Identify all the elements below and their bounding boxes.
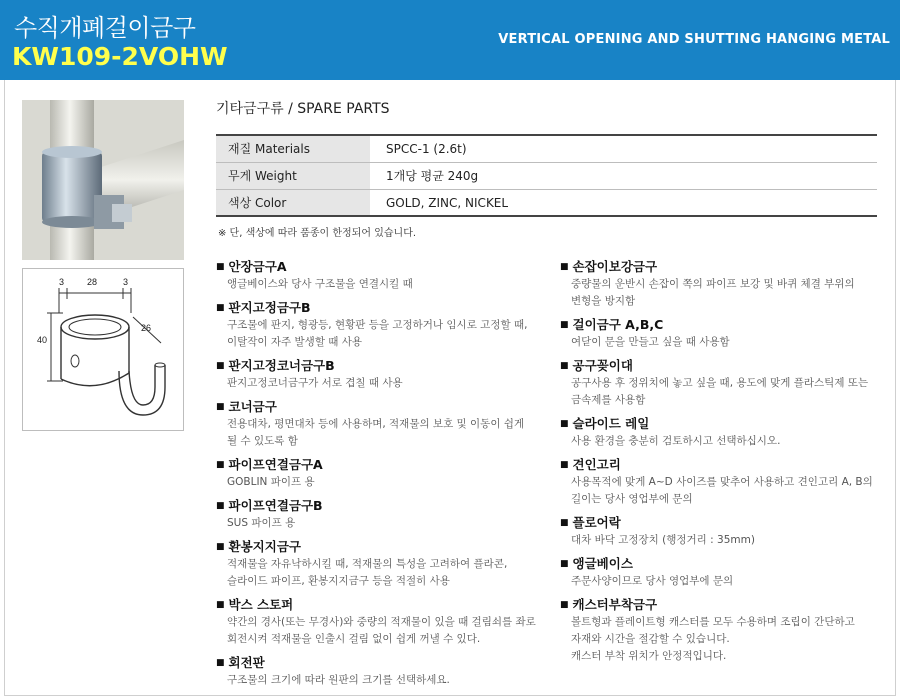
part-title-text: 플로어락 — [572, 515, 621, 530]
part-title — [560, 258, 890, 276]
bullet-square-icon: ■ — [216, 303, 225, 313]
part-item — [216, 258, 546, 293]
part-description: 전용대차, 평면대차 등에 사용하며, 적재물의 보호 및 이동이 쉽게 될 수 있도록 함 — [227, 418, 525, 447]
bullet-square-icon: ■ — [560, 262, 569, 272]
part-item — [216, 456, 546, 491]
bullet-square-icon: ■ — [560, 419, 569, 429]
part-title — [216, 357, 546, 375]
part-item — [216, 596, 546, 648]
spec-table — [216, 134, 877, 217]
header-band — [0, 0, 900, 80]
bullet-square-icon: ■ — [216, 600, 225, 610]
part-title — [216, 299, 546, 317]
part-title-text: 걸이금구 A,B,C — [572, 317, 664, 332]
part-title-text: 박스 스토퍼 — [228, 597, 294, 612]
part-item — [216, 654, 546, 689]
part-title — [560, 456, 890, 474]
bullet-square-icon: ■ — [560, 518, 569, 528]
part-description: 중량물의 운반시 손잡이 쪽의 파이프 보강 및 바퀴 체결 부위의 변형을 방지함 — [571, 278, 855, 307]
section-title: 기타금구류 / SPARE PARTS — [216, 101, 390, 117]
part-description: 적재물을 자유낙하시킬 때, 적재물의 특성을 고려하여 플라콘, 슬라이드 파이프, 환봉지지금구 등을 적절히 사용 — [227, 558, 508, 587]
part-title-text: 캐스터부착금구 — [572, 597, 658, 612]
part-item — [560, 316, 890, 351]
spec-row-weight — [216, 163, 877, 190]
part-item — [216, 497, 546, 532]
part-description: 대차 바닥 고정장치 (행정거리 : 35mm) — [571, 534, 755, 546]
spec-value: GOLD, ZINC, NICKEL — [386, 196, 509, 210]
part-item — [560, 514, 890, 549]
part-title — [560, 357, 890, 375]
product-photo-illustration — [22, 100, 184, 260]
spec-label: 재질 Materials — [216, 136, 370, 162]
dim-label-left-wall: 3 — [59, 277, 65, 287]
part-title — [216, 497, 546, 515]
spec-value: SPCC-1 (2.6t) — [386, 142, 467, 156]
part-description: 공구사용 후 정위치에 놓고 싶을 때, 용도에 맞게 플라스틱제 또는 금속제를 사용함 — [571, 377, 869, 406]
part-title-text: 공구꽂이대 — [572, 358, 633, 373]
dim-label-depth: 26 — [141, 323, 152, 333]
part-title-text: 코너금구 — [228, 399, 277, 414]
dim-label-right-wall: 3 — [123, 277, 129, 287]
part-title — [560, 316, 890, 334]
part-item — [560, 357, 890, 409]
part-title-text: 견인고리 — [572, 457, 621, 472]
product-photo — [22, 100, 184, 260]
part-title-text: 환봉지지금구 — [228, 539, 301, 554]
part-item — [216, 538, 546, 590]
part-item — [560, 456, 890, 508]
bullet-square-icon: ■ — [560, 320, 569, 330]
part-title-text: 손잡이보강금구 — [572, 259, 658, 274]
part-item — [216, 357, 546, 392]
parts-list-left — [216, 258, 546, 695]
part-item — [560, 258, 890, 310]
spec-label: 무게 Weight — [216, 163, 370, 189]
spec-row-color — [216, 190, 877, 217]
part-title-text: 회전판 — [228, 655, 265, 670]
spec-row-materials — [216, 136, 877, 163]
bullet-square-icon: ■ — [216, 542, 225, 552]
bullet-square-icon: ■ — [560, 361, 569, 371]
part-title — [216, 654, 546, 672]
part-title — [216, 596, 546, 614]
bullet-square-icon: ■ — [560, 600, 569, 610]
part-title-text: 안장금구A — [228, 259, 287, 274]
bullet-square-icon: ■ — [216, 460, 225, 470]
part-title — [216, 538, 546, 556]
part-description: 사용 환경을 충분히 검토하시고 선택하십시오. — [571, 435, 781, 447]
bullet-square-icon: ■ — [216, 402, 225, 412]
part-title — [560, 555, 890, 573]
part-title — [560, 596, 890, 614]
part-description: 볼트형과 플레이트형 캐스터를 모두 수용하며 조립이 간단하고 자재와 시간을 절감할 수 있습니다. 캐스터 부착 위치가 안정적입니다. — [571, 616, 855, 662]
part-description: 구조물에 판지, 형광등, 현황판 등을 고정하거나 임시로 고정할 때, 이탈작이 자주 발생할 때 사용 — [227, 319, 528, 348]
part-description: 사용목적에 맞게 A~D 사이즈를 맞추어 사용하고 견인고리 A, B의 길이는 당사 영업부에 문의 — [571, 476, 873, 505]
part-item — [560, 596, 890, 665]
part-item — [560, 415, 890, 450]
spec-note: ※ 단, 색상에 따라 품종이 한정되어 있습니다. — [218, 228, 417, 239]
part-description: 주문사양이므로 당사 영업부에 문의 — [571, 575, 734, 587]
part-title-text: 슬라이드 레일 — [572, 416, 650, 431]
part-description: 여닫이 문을 만들고 싶을 때 사용함 — [571, 336, 730, 348]
part-title-text: 앵글베이스 — [572, 556, 633, 571]
part-title — [560, 415, 890, 433]
part-title — [560, 514, 890, 532]
parts-list-right — [560, 258, 890, 671]
dimension-drawing-illustration — [23, 269, 183, 430]
part-description: 판지고정코너금구가 서로 겹칠 때 사용 — [227, 377, 403, 389]
part-title-text: 파이프연결금구B — [228, 498, 323, 513]
dim-label-inner-diameter: 28 — [87, 277, 98, 287]
part-title-text: 판지고정코너금구B — [228, 358, 335, 373]
spec-label: 색상 Color — [216, 190, 370, 215]
part-title — [216, 398, 546, 416]
product-title-english: VERTICAL OPENING AND SHUTTING HANGING METAL — [498, 32, 890, 47]
part-description: 앵글베이스와 당사 구조물을 연결시킬 때 — [227, 278, 413, 290]
bullet-square-icon: ■ — [216, 361, 225, 371]
bullet-square-icon: ■ — [560, 460, 569, 470]
part-description: SUS 파이프 용 — [227, 517, 296, 529]
part-item — [560, 555, 890, 590]
part-title-text: 판지고정금구B — [228, 300, 311, 315]
dim-label-height: 40 — [37, 335, 48, 345]
spec-value: 1개당 평균 240g — [386, 169, 479, 183]
part-item — [216, 398, 546, 450]
part-description: 구조물의 크기에 따라 원판의 크기를 선택하세요. — [227, 674, 450, 686]
part-title-text: 파이프연결금구A — [228, 457, 323, 472]
bullet-square-icon: ■ — [216, 501, 225, 511]
part-description: 약간의 경사(또는 무경사)와 중량의 적재물이 있을 때 걸림쇠를 좌로 회전시켜 적재물을 인출시 걸림 없이 쉽게 꺼낼 수 있다. — [227, 616, 536, 645]
part-item — [216, 299, 546, 351]
bullet-square-icon: ■ — [216, 658, 225, 668]
product-code: KW109-2VOHW — [12, 42, 228, 71]
product-title-korean: 수직개폐걸이금구 — [14, 14, 196, 42]
bullet-square-icon: ■ — [216, 262, 225, 272]
bullet-square-icon: ■ — [560, 559, 569, 569]
part-title — [216, 258, 546, 276]
part-title — [216, 456, 546, 474]
part-description: GOBLIN 파이프 용 — [227, 476, 315, 488]
dimension-drawing — [22, 268, 184, 431]
